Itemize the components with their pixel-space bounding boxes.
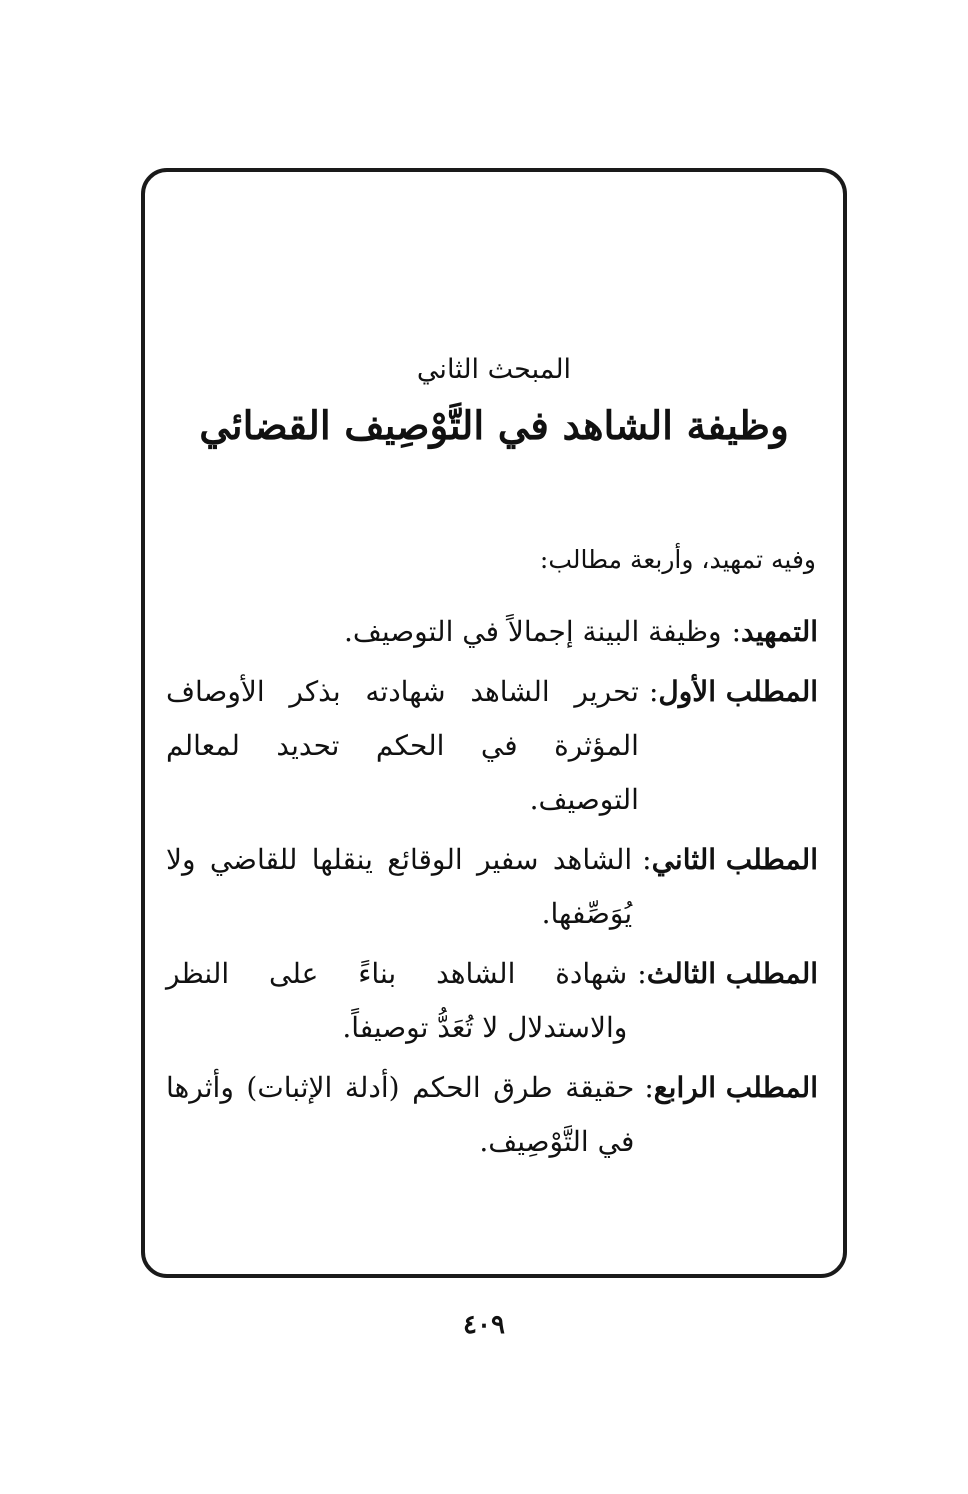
item-label: المطلب الثاني:	[642, 843, 818, 876]
section-title: وظيفة الشاهد في التَّوْصِيف القضائي	[199, 403, 789, 449]
intro-line: وفيه تمهيد، وأربعة مطالب:	[539, 545, 816, 574]
list-item-fourth-section	[166, 1061, 818, 1169]
contents-list	[166, 605, 818, 1175]
list-item-introduction	[166, 605, 818, 659]
page-number: ٤٠٩	[463, 1310, 505, 1340]
item-label: المطلب الرابع:	[644, 1071, 818, 1104]
item-text: تحرير الشاهد شهادته بذكر الأوصاف المؤثرة في الحكم تحديد لمعالم التوصيف.	[166, 675, 639, 816]
item-text: الشاهد سفير الوقائع ينقلها للقاضي ولا يُوَصِّفها.	[166, 843, 633, 930]
list-item-third-section	[166, 947, 818, 1055]
list-item-second-section	[166, 833, 818, 941]
item-text: شهادة الشاهد بناءً على النظر والاستدلال لا تُعَدُّ توصيفاً.	[166, 957, 628, 1044]
item-text: حقيقة طرق الحكم (أدلة الإثبات) وأثرها في التَّوْصِيف.	[166, 1071, 635, 1158]
item-label: المطلب الأول:	[648, 675, 818, 708]
list-item-first-section	[166, 665, 818, 827]
item-label: التمهيد:	[731, 615, 818, 648]
section-label: المبحث الثاني	[416, 354, 572, 385]
item-label: المطلب الثالث:	[637, 957, 818, 990]
item-text: وظيفة البينة إجمالاً في التوصيف.	[344, 615, 722, 648]
